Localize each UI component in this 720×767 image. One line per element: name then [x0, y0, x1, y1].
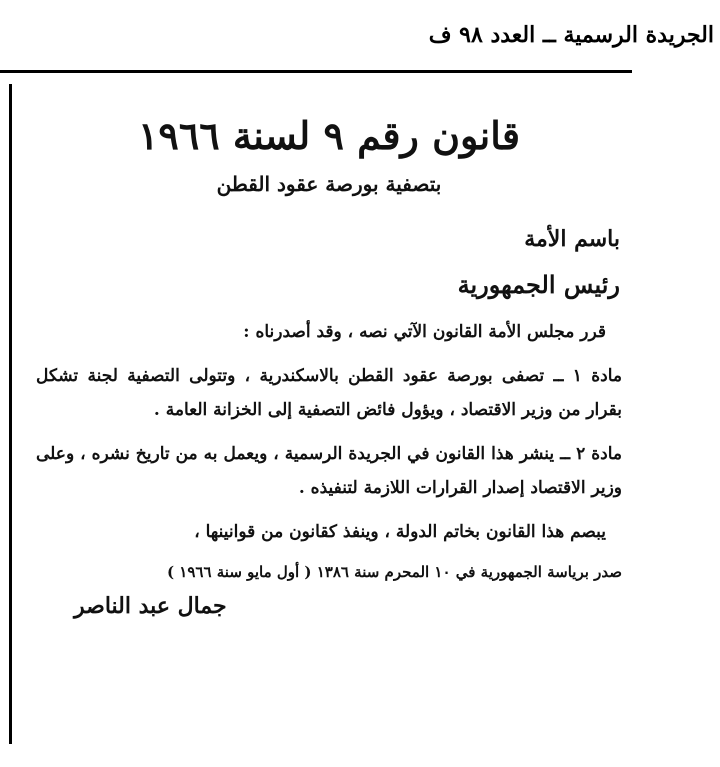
law-title: قانون رقم ٩ لسنة ١٩٦٦: [138, 113, 520, 158]
issued-line: صدر برياسة الجمهورية في ١٠ المحرم سنة ١٣٨٦ ( أول مايو سنة ١٩٦٦ ): [166, 563, 622, 581]
in-name-heading: باسم الأمة: [524, 226, 620, 252]
gazette-header: الجريدة الرسمية ــ العدد ٩٨ ف: [428, 22, 714, 48]
law-subtitle: بتصفية بورصة عقود القطن: [216, 172, 442, 196]
seal-clause: يبصم هذا القانون بخاتم الدولة ، وينفذ كقانون من قوانينها ،: [194, 522, 606, 542]
margin-line: [9, 84, 12, 744]
article-2: مادة ٢ ــ ينشر هذا القانون في الجريدة الرسمية ، ويعمل به من تاريخ نشره ، وعلى وزير الاقتصاد إصدار القرارات اللازمة لتنفيذه .: [36, 444, 622, 498]
law-body: [36, 110, 622, 619]
article-1: مادة ١ ــ تصفى بورصة عقود القطن بالاسكندرية ، وتتولى التصفية لجنة تشكل بقرار من وزير الاقتصاد ، ويؤول فائض التصفية إلى الخزانة العامة .: [36, 366, 622, 420]
signature: جمال عبد الناصر: [74, 593, 227, 619]
header-rule: [0, 70, 632, 73]
preamble: قرر مجلس الأمة القانون الآتي نصه ، وقد أصدرناه :: [243, 322, 606, 342]
president-heading: رئيس الجمهورية: [457, 270, 620, 299]
